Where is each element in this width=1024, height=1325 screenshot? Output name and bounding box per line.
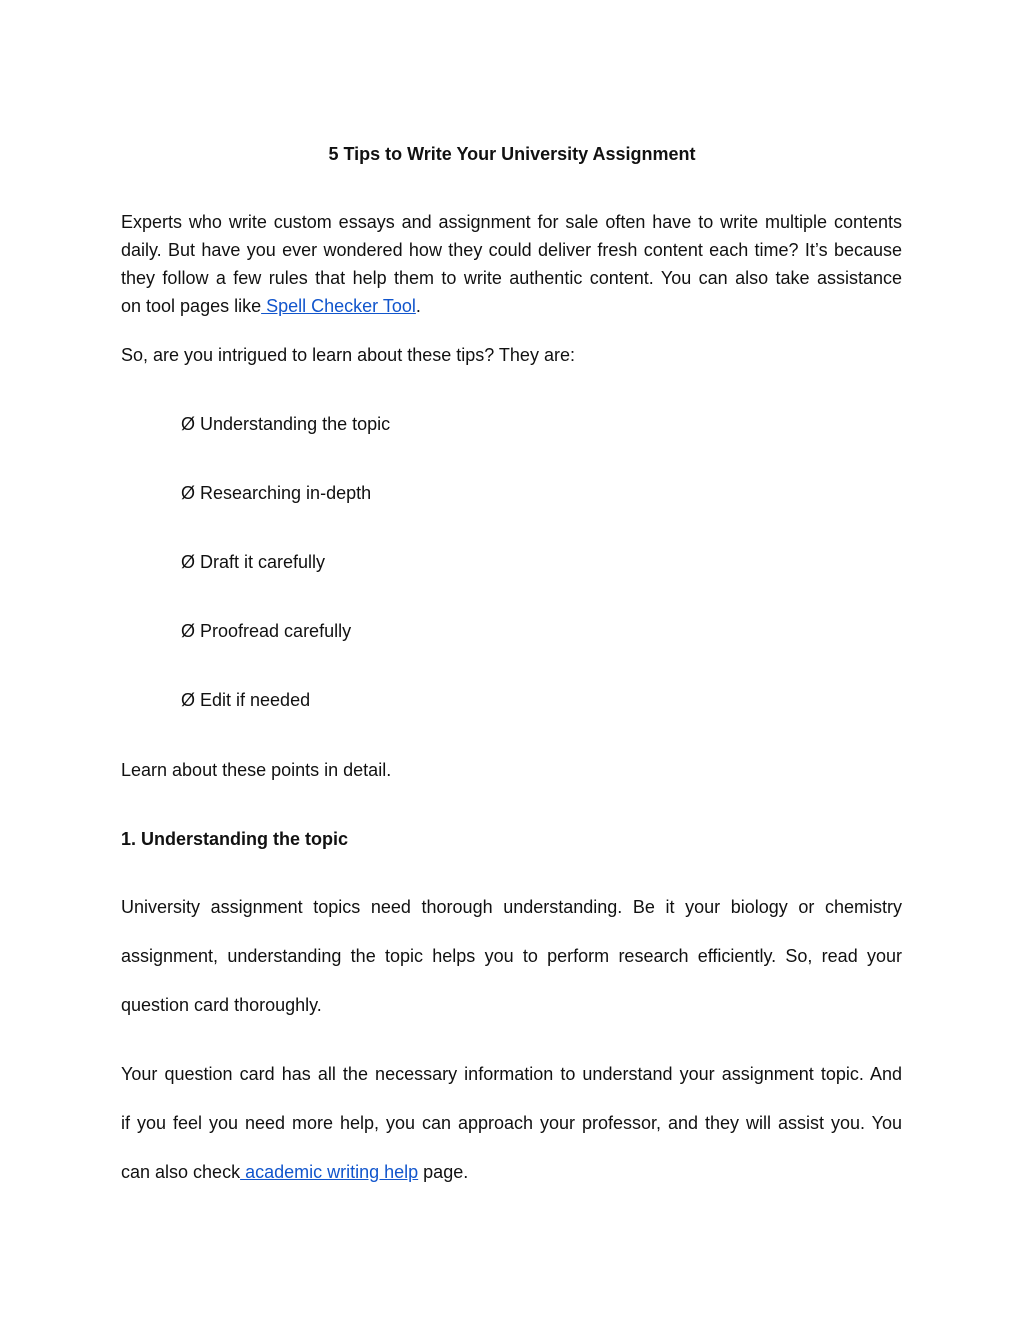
paragraph-line: assignment, understanding the topic helps you to perform research efficiently. So, read your [121, 946, 902, 966]
section-heading: 1. Understanding the topic [121, 829, 349, 849]
paragraph-line: Your question card has all the necessary information to understand your assignment topic. And [121, 1064, 902, 1084]
tip-list-item: Ø Researching in-depth [181, 483, 372, 503]
intro-line: Experts who write custom essays and assignment for sale often have to write multiple contents [121, 212, 902, 232]
intro-line: daily. But have you ever wondered how they could deliver fresh content each time? It’s because [121, 240, 902, 260]
tip-list-item: Ø Edit if needed [181, 690, 311, 710]
paragraph-text: can also check [121, 1162, 241, 1182]
paragraph-line: if you feel you need more help, you can approach your professor, and they will assist you. You [121, 1113, 902, 1133]
intro-period: . [415, 296, 421, 316]
spell-checker-tool-link[interactable]: Spell Checker Tool [261, 296, 416, 316]
section1-paragraph-2 [121, 1050, 902, 1197]
tips-question: So, are you intrigued to learn about these tips? They are: [121, 345, 575, 365]
paragraph-line [121, 1148, 902, 1197]
intro-line: they follow a few rules that help them to write authentic content. You can also take assistance [121, 268, 902, 288]
intro-paragraph [121, 208, 902, 320]
document-title: 5 Tips to Write Your University Assignment [328, 144, 696, 164]
paragraph-line: University assignment topics need thorough understanding. Be it your biology or chemistry [121, 897, 902, 917]
paragraph-text: page. [418, 1162, 469, 1182]
tip-list-item: Ø Proofread carefully [181, 621, 352, 641]
paragraph-line: question card thoroughly. [121, 995, 322, 1015]
intro-line [121, 292, 902, 320]
section1-paragraph-1 [121, 883, 902, 1030]
tip-list-item: Ø Understanding the topic [181, 414, 391, 434]
academic-writing-help-link[interactable]: academic writing help [240, 1162, 419, 1182]
intro-text: on tool pages like [121, 296, 262, 316]
learn-more-text: Learn about these points in detail. [121, 760, 392, 780]
tip-list-item: Ø Draft it carefully [181, 552, 326, 572]
